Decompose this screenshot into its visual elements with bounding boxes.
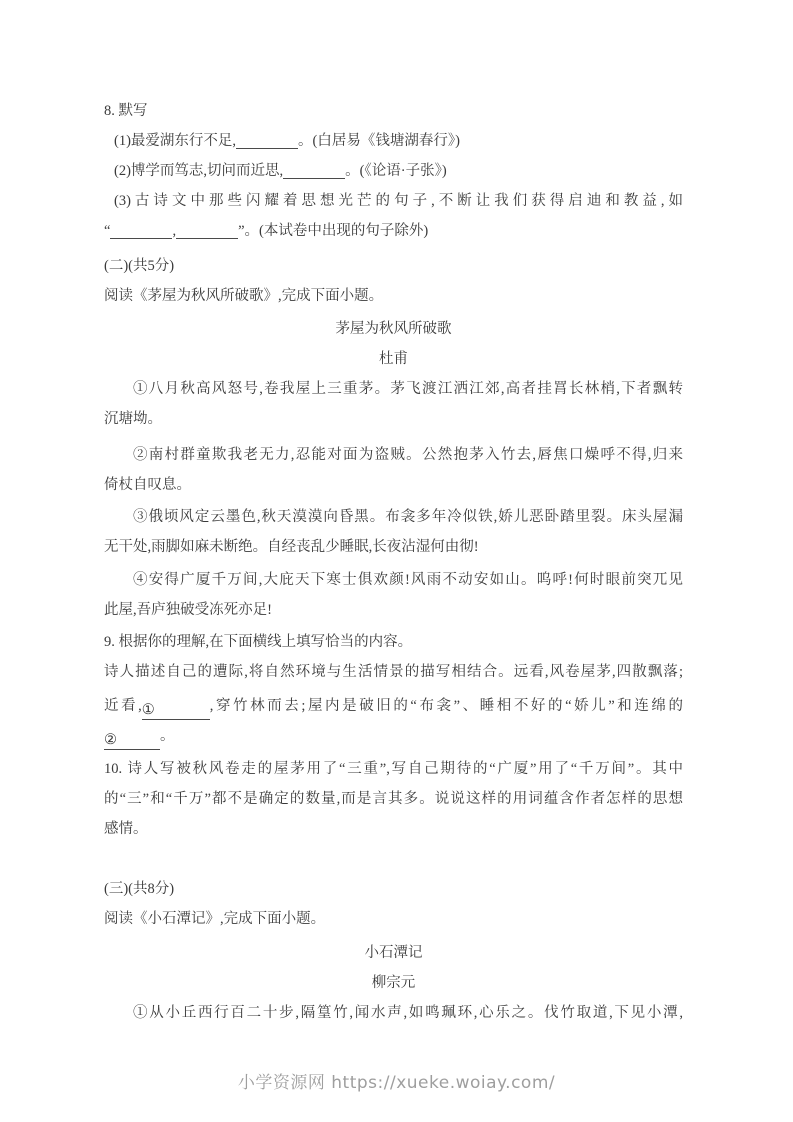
- text-run: 小石潭记: [364, 945, 423, 961]
- text-run: (1)最爱湖东行不足,: [114, 133, 237, 149]
- text-run: 。: [160, 728, 175, 744]
- q8-item-3: [104, 186, 683, 216]
- essay-p1-l1: [104, 998, 683, 1028]
- text-run: 杜甫: [379, 351, 408, 367]
- text-run: 柳宗元: [371, 975, 416, 991]
- poem-title: [104, 314, 683, 344]
- text-run: ①八月秋高风怒号,卷我屋上三重茅。茅飞渡江洒江郊,高者挂罥长林梢,下者飘转: [133, 381, 683, 397]
- section-2-instruction: [104, 281, 683, 311]
- poem-p1-l1: [104, 374, 683, 404]
- text-run: 。(白居易《钱塘湖春行》): [298, 133, 460, 149]
- answer-blank: [110, 220, 172, 239]
- text-run: (二)(共5分): [104, 258, 175, 274]
- essay-title: [104, 938, 683, 968]
- text-run: 诗人描述自己的遭际,将自然环境与生活情景的描写相结合。远看,风卷屋茅,四散飘落;: [104, 664, 683, 680]
- poem-p1-l2: [104, 404, 683, 434]
- q9-stem: [104, 627, 683, 657]
- answer-blank: [236, 130, 298, 149]
- text-run: 近看,: [104, 698, 142, 714]
- text-run: 10. 诗人写被秋风卷走的屋茅用了“三重”,写自己期待的“广厦”用了“千万间”。其中: [104, 761, 683, 777]
- text-run: 8. 默写: [104, 103, 148, 119]
- text-run: ②南村群童欺我老无力,忍能对面为盗贼。公然抱茅入竹去,唇焦口燥呼不得,归来: [133, 447, 683, 463]
- text-run: 阅读《小石潭记》,完成下面小题。: [104, 911, 326, 927]
- poem-author: [104, 344, 683, 374]
- text-run: 无干处,雨脚如麻未断绝。自经丧乱少睡眠,长夜沾湿何由彻!: [104, 539, 479, 555]
- section-2-header: [104, 251, 683, 281]
- poem-p4-l2: [104, 595, 683, 625]
- text-run: ①从小丘西行百二十步,隔篁竹,闻水声,如鸣珮环,心乐之。伐竹取道,下见小潭,: [133, 1005, 683, 1021]
- q10-l3: [104, 814, 683, 844]
- poem-p3-l1: [104, 502, 683, 532]
- text-run: 感情。: [104, 821, 148, 837]
- text-run: 。(《论语·子张》): [345, 163, 447, 179]
- poem-p4-l1: [104, 565, 683, 595]
- q9-l1: [104, 657, 683, 687]
- text-run: ,: [172, 223, 177, 239]
- text-run: “: [104, 223, 111, 239]
- essay-author: [104, 968, 683, 998]
- text-run: ③俄顷风定云墨色,秋天漠漠向昏黑。布衾多年冷似铁,娇儿恶卧踏里裂。床头屋漏: [133, 509, 683, 525]
- answer-blank: ②: [104, 731, 160, 750]
- poem-p3-l2: [104, 532, 683, 562]
- document-body: [104, 96, 683, 1028]
- q9-l2: [104, 691, 683, 721]
- poem-p2-l2: [104, 470, 683, 500]
- answer-blank: ①: [142, 701, 210, 720]
- text-run: ,穿竹林而去;屋内是破旧的“布衾”、睡相不好的“娇儿”和连绵的: [209, 698, 683, 714]
- text-run: ④安得广厦千万间,大庇天下寒士俱欢颜!风雨不动安如山。呜呼!何时眼前突兀见: [133, 572, 683, 588]
- section-3-header: [104, 874, 683, 904]
- text-run: 的“三”和“千万”都不是确定的数量,而是言其多。说说这样的用词蕴含作者怎样的思想: [104, 791, 683, 807]
- q9-l3: [104, 721, 683, 751]
- q8-number: [104, 96, 683, 126]
- page-footer: [0, 1068, 793, 1093]
- text-run: 茅屋为秋风所破歌: [335, 321, 452, 337]
- text-run: (3)古诗文中那些闪耀着思想光芒的句子,不断让我们获得启迪和教益,如: [114, 193, 683, 209]
- text-run: 此屋,吾庐独破受冻死亦足!: [104, 602, 272, 618]
- answer-blank: [283, 160, 345, 179]
- q8-item-3-blanks: [104, 216, 683, 246]
- watermark-site-url: 小学资源网 https://xueke.woiay.com/: [237, 1073, 556, 1093]
- q10-l1: [104, 754, 683, 784]
- text-run: ”。(本试卷中出现的句子除外): [238, 223, 429, 239]
- text-run: 倚杖自叹息。: [104, 477, 191, 493]
- q8-item-1: [104, 126, 683, 156]
- text-run: 沉塘坳。: [104, 411, 162, 427]
- q8-item-2: [104, 156, 683, 186]
- text-run: (2)博学而笃志,切问而近思,: [114, 163, 284, 179]
- text-run: 阅读《茅屋为秋风所破歌》,完成下面小题。: [104, 288, 384, 304]
- poem-p2-l1: [104, 440, 683, 470]
- text-run: (三)(共8分): [104, 881, 175, 897]
- text-run: 9. 根据你的理解,在下面横线上填写恰当的内容。: [104, 634, 413, 650]
- q10-l2: [104, 784, 683, 814]
- answer-blank: [176, 220, 238, 239]
- section-3-instruction: [104, 904, 683, 934]
